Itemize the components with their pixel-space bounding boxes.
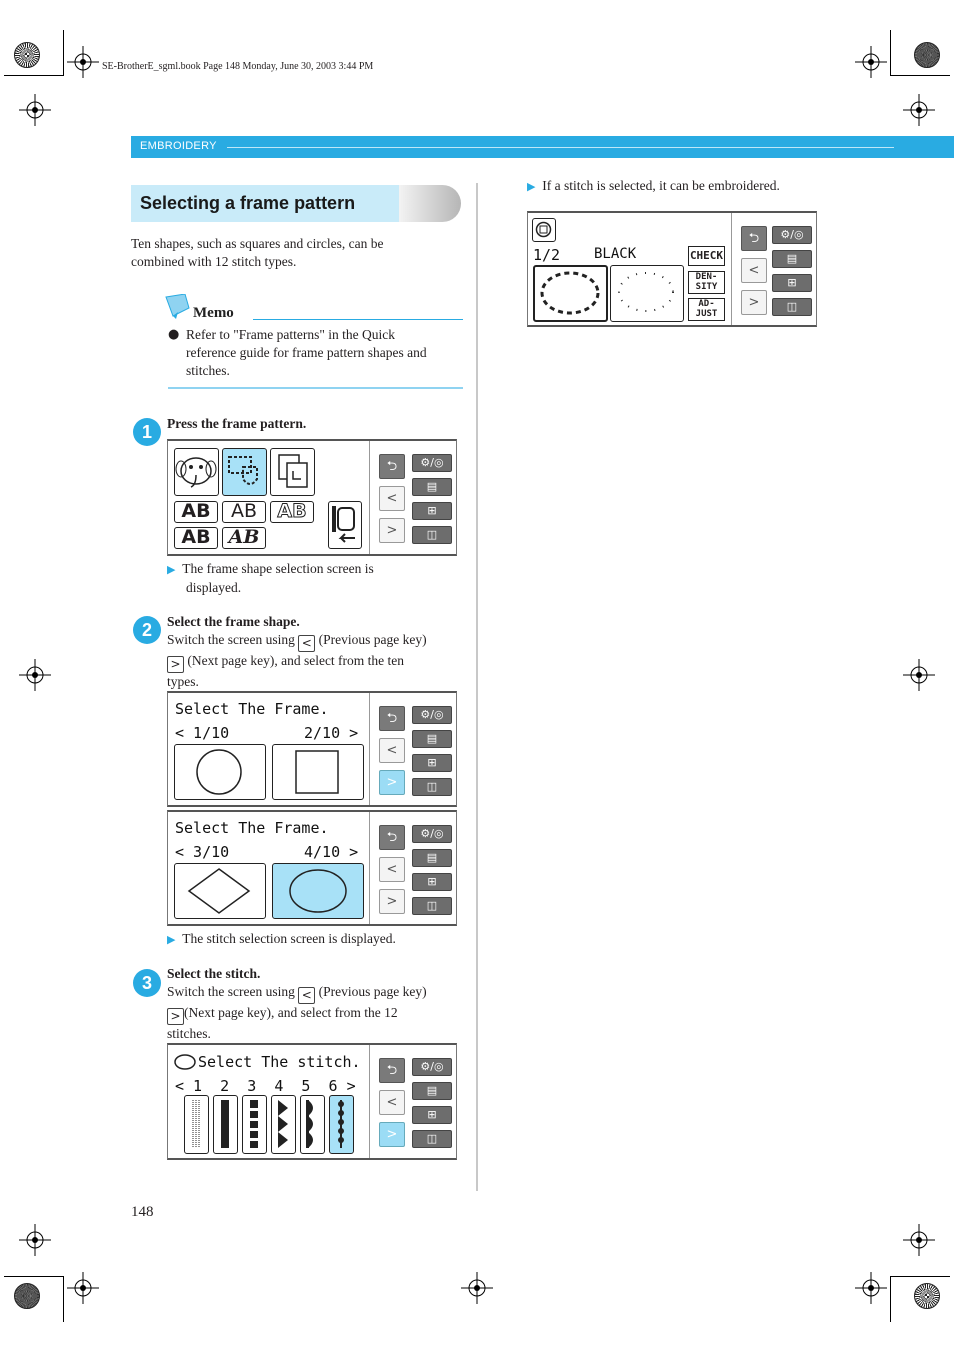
frame-preview-icon bbox=[533, 219, 554, 240]
section-title-text: Selecting a frame pattern bbox=[140, 193, 356, 213]
mode-key[interactable] bbox=[412, 1058, 452, 1076]
font-button-3[interactable]: AB bbox=[270, 501, 314, 523]
back-key[interactable]: ⮌ bbox=[379, 706, 405, 731]
stitch-5-icon bbox=[301, 1096, 323, 1152]
prev-page-key[interactable]: < bbox=[379, 486, 405, 511]
prev-page-key[interactable]: < bbox=[379, 857, 405, 882]
step-1-title: Press the frame pattern. bbox=[167, 416, 307, 431]
stitch-4-icon bbox=[272, 1096, 294, 1152]
book-header: SE-BrotherE_sgml.book Page 148 Monday, June 30, 2003 3:44 PM bbox=[102, 61, 374, 72]
thread-color: BLACK bbox=[594, 246, 637, 262]
help-key[interactable] bbox=[412, 1082, 452, 1100]
box-icon: ⊞ bbox=[427, 756, 437, 769]
next-page-key-inline: > bbox=[167, 656, 184, 673]
mode-key[interactable] bbox=[772, 226, 812, 244]
document-icon: ▤ bbox=[426, 1084, 438, 1097]
back-key[interactable]: ⮌ bbox=[741, 226, 767, 251]
hoop-icon bbox=[329, 502, 361, 548]
help-key[interactable] bbox=[412, 849, 452, 867]
memo-label: Memo bbox=[193, 305, 234, 321]
memo-bullet: ● bbox=[168, 327, 180, 342]
document-icon: ▤ bbox=[426, 480, 438, 493]
mode-icon: ⚙/◎ bbox=[420, 456, 444, 469]
circle-shape-icon bbox=[175, 745, 264, 798]
page-indicator-left: < 3/10 bbox=[175, 843, 230, 861]
result-arrow-icon: ▶ bbox=[527, 181, 536, 193]
prev-page-key[interactable]: < bbox=[379, 1090, 405, 1115]
hint-key[interactable] bbox=[772, 298, 812, 316]
font-button-4[interactable]: AB bbox=[174, 527, 218, 549]
screen-stitch bbox=[167, 1043, 457, 1160]
screen-frame-page-1 bbox=[167, 691, 457, 807]
tip-icon: ◫ bbox=[426, 528, 438, 541]
tip-icon: ◫ bbox=[426, 1132, 438, 1145]
box-icon: ⊞ bbox=[427, 1108, 437, 1121]
mode-key[interactable] bbox=[412, 825, 452, 843]
oval-shape-icon bbox=[273, 864, 362, 917]
prev-page-key[interactable]: < bbox=[379, 738, 405, 763]
adjust-button[interactable]: AD- JUST bbox=[688, 298, 725, 321]
diamond-shape-icon bbox=[175, 864, 264, 917]
screen-embroider bbox=[527, 211, 817, 327]
screen-frame-page-2 bbox=[167, 810, 457, 926]
dashed-oval-icon bbox=[535, 267, 605, 319]
column-divider bbox=[476, 183, 478, 1191]
help-key[interactable] bbox=[412, 478, 452, 496]
pocket-icon bbox=[271, 449, 313, 494]
memo-text: Refer to "Frame patterns" in the Quick reference guide for frame pattern shapes and stitches. bbox=[186, 327, 427, 378]
stitch-1-icon bbox=[185, 1096, 207, 1152]
prev-page-key-inline: < bbox=[298, 987, 315, 1004]
box-icon: ⊞ bbox=[787, 276, 797, 289]
step-1-result: ▶ The frame shape selection screen is displayed. bbox=[167, 561, 374, 595]
hint-key[interactable] bbox=[412, 1130, 452, 1148]
prev-page-key-inline: < bbox=[298, 635, 315, 652]
pattern-preview-1[interactable] bbox=[533, 265, 608, 322]
density-button[interactable]: DEN- SITY bbox=[688, 271, 725, 294]
elephant-icon bbox=[175, 449, 217, 494]
frame-pattern-button[interactable] bbox=[222, 448, 267, 496]
square-shape-icon bbox=[273, 745, 362, 798]
step-2-title: Select the frame shape. bbox=[167, 614, 300, 629]
frame-screen-title: Select The Frame. bbox=[175, 700, 329, 718]
edit-pattern-button[interactable] bbox=[328, 501, 362, 549]
right-result: ▶ If a stitch is selected, it can be embroidered. bbox=[527, 178, 780, 193]
page-indicator-right: 4/10 > bbox=[304, 843, 359, 861]
step-1-badge: 1 bbox=[133, 418, 161, 446]
stitch-1-button[interactable] bbox=[184, 1095, 209, 1154]
pattern-preview-2[interactable] bbox=[610, 265, 684, 322]
document-icon: ▤ bbox=[426, 851, 438, 864]
back-key[interactable]: ⮌ bbox=[379, 1058, 405, 1083]
next-page-key-inline: > bbox=[167, 1008, 184, 1025]
step-3-text: Switch the screen using < (Previous page key) > (Next page key), and select from the 12 stitches. bbox=[167, 984, 427, 1041]
stitch-3-icon bbox=[243, 1096, 265, 1152]
stitch-5-button[interactable] bbox=[300, 1095, 325, 1154]
chapter-label: EMBROIDERY bbox=[140, 140, 217, 152]
font-button-1[interactable]: AB bbox=[174, 501, 218, 523]
next-page-key[interactable]: > bbox=[741, 290, 767, 315]
page-number: 148 bbox=[131, 1204, 154, 1220]
step-2-text: Switch the screen using < (Previous page key) > (Next page key), and select from the ten types. bbox=[167, 632, 427, 689]
mode-icon: ⚙/◎ bbox=[420, 1060, 444, 1073]
stitch-3-button[interactable] bbox=[242, 1095, 267, 1154]
stitch-2-button[interactable] bbox=[213, 1095, 238, 1154]
settings-key[interactable] bbox=[772, 274, 812, 292]
document-icon: ▤ bbox=[786, 252, 798, 265]
stitch-6-icon bbox=[330, 1096, 352, 1152]
document-icon: ▤ bbox=[426, 732, 438, 745]
frame-oval-button[interactable] bbox=[272, 863, 364, 919]
settings-key[interactable] bbox=[412, 754, 452, 772]
font-button-2[interactable]: AB bbox=[222, 501, 266, 523]
hint-key[interactable] bbox=[412, 526, 452, 544]
step-2-result: ▶ The stitch selection screen is displayed. bbox=[167, 931, 396, 946]
page-indicator-right: 2/10 > bbox=[304, 724, 359, 742]
hint-key[interactable] bbox=[412, 778, 452, 796]
page-indicator: 1/2 bbox=[533, 246, 561, 264]
memo-pencil-icon bbox=[163, 294, 191, 320]
oval-frame-icon bbox=[174, 1053, 196, 1071]
frame-pattern-icon bbox=[223, 449, 265, 494]
settings-key[interactable] bbox=[412, 873, 452, 891]
tip-icon: ◫ bbox=[426, 780, 438, 793]
back-key[interactable]: ⮌ bbox=[379, 825, 405, 850]
help-key[interactable] bbox=[772, 250, 812, 268]
result-arrow-icon: ▶ bbox=[167, 934, 176, 946]
font-button-5[interactable]: AB bbox=[222, 527, 266, 549]
tip-icon: ◫ bbox=[786, 300, 798, 313]
section-title bbox=[131, 185, 461, 222]
next-page-key[interactable]: > bbox=[379, 1122, 405, 1147]
step-2-badge: 2 bbox=[133, 616, 161, 644]
next-page-key[interactable]: > bbox=[379, 889, 405, 914]
box-icon: ⊞ bbox=[427, 504, 437, 517]
stitch-screen-title: Select The stitch. bbox=[198, 1053, 361, 1071]
dotted-oval-icon bbox=[611, 266, 681, 318]
next-page-key[interactable]: > bbox=[379, 770, 405, 795]
stitch-4-button[interactable] bbox=[271, 1095, 296, 1154]
mode-icon: ⚙/◎ bbox=[420, 708, 444, 721]
mode-key[interactable] bbox=[412, 454, 452, 472]
frame-diamond-button[interactable] bbox=[174, 863, 266, 919]
frame-preview-button[interactable] bbox=[532, 218, 556, 242]
memory-pattern-button[interactable] bbox=[270, 448, 315, 496]
stitch-numbers: < 1 2 3 4 5 6 > bbox=[175, 1077, 356, 1095]
next-page-key[interactable]: > bbox=[379, 518, 405, 543]
help-key[interactable] bbox=[412, 730, 452, 748]
box-icon: ⊞ bbox=[427, 875, 437, 888]
mode-key[interactable] bbox=[412, 706, 452, 724]
step-3-badge: 3 bbox=[133, 969, 161, 997]
stitch-2-icon bbox=[214, 1096, 236, 1152]
result-arrow-icon: ▶ bbox=[167, 564, 176, 576]
intro-text: Ten shapes, such as squares and circles, can be combined with 12 stitch types. bbox=[131, 236, 384, 269]
settings-key[interactable] bbox=[412, 1106, 452, 1124]
prev-page-key[interactable]: < bbox=[741, 258, 767, 283]
back-key[interactable]: ⮌ bbox=[379, 454, 405, 479]
screen-category bbox=[167, 439, 457, 556]
settings-key[interactable] bbox=[412, 502, 452, 520]
chapter-band bbox=[131, 136, 954, 158]
mode-icon: ⚙/◎ bbox=[780, 228, 804, 241]
hint-key[interactable] bbox=[412, 897, 452, 915]
memo-box bbox=[163, 294, 463, 394]
frame-square-button[interactable] bbox=[272, 744, 364, 800]
frame-screen-title: Select The Frame. bbox=[175, 819, 329, 837]
step-3-title: Select the stitch. bbox=[167, 966, 261, 981]
animal-pattern-button[interactable] bbox=[174, 448, 219, 496]
mode-icon: ⚙/◎ bbox=[420, 827, 444, 840]
page-indicator-left: < 1/10 bbox=[175, 724, 230, 742]
stitch-6-button[interactable] bbox=[329, 1095, 354, 1154]
tip-icon: ◫ bbox=[426, 899, 438, 912]
frame-circle-button[interactable] bbox=[174, 744, 266, 800]
check-button[interactable]: CHECK bbox=[688, 246, 725, 266]
